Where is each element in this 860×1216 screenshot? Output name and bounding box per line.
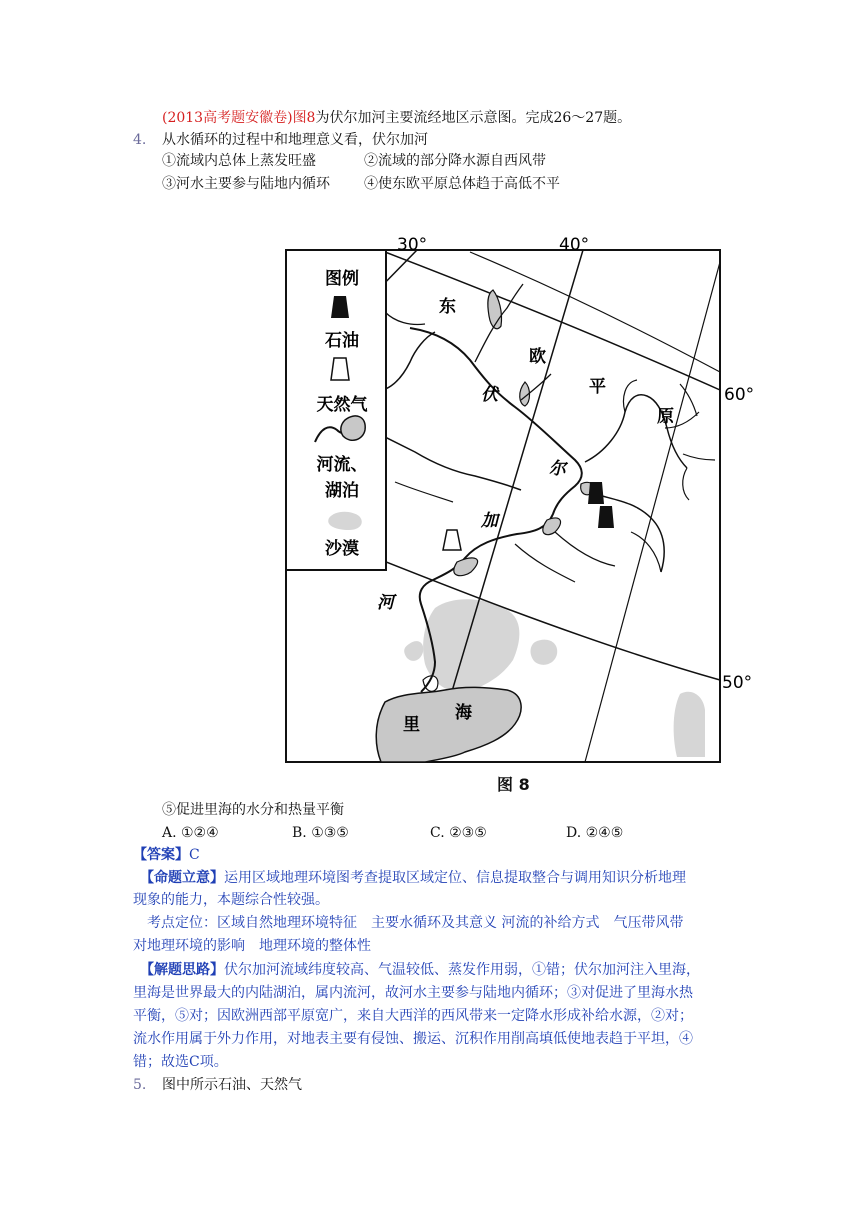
analysis-line-1 <box>140 960 700 980</box>
legend-desert-label: 沙漠 <box>325 539 359 559</box>
intent-label: 【命题立意】 <box>140 870 224 886</box>
label-li: 里 <box>403 715 420 735</box>
oil-symbol-1 <box>588 482 604 504</box>
choice-d: D. ②④⑤ <box>566 825 624 841</box>
label-yuan: 原 <box>657 407 674 427</box>
volga-map <box>285 232 755 764</box>
answer-value: C <box>189 847 200 863</box>
analysis-text-1: 伏尔加河流域纬度较高、气温较低、蒸发作用弱，①错；伏尔加河注入里海， <box>224 962 700 978</box>
label-ping: 平 <box>589 377 606 397</box>
legend-river-label-1: 河流、 <box>316 455 368 475</box>
option-1: ①流域内总体上蒸发旺盛 <box>162 153 316 169</box>
intent-text-1: 运用区域地理环境图考查提取区域定位、信息提取整合与调用知识分析地理 <box>224 870 686 886</box>
answer-label: 【答案】 <box>133 847 189 863</box>
oil-symbol-2 <box>598 506 614 528</box>
legend-river-label-2: 湖泊 <box>325 481 359 501</box>
points-line-1: 考点定位：区域自然地理环境特征 主要水循环及其意义 河流的补给方式 气压带风带 <box>147 915 684 931</box>
option-2: ②流域的部分降水源自西风带 <box>364 153 546 169</box>
question-5-number: 5. <box>133 1077 147 1093</box>
answer-line <box>133 845 200 865</box>
label-fu: 伏 <box>481 385 498 405</box>
legend-gas-icon <box>331 358 349 380</box>
label-dong: 东 <box>439 297 456 317</box>
intent-line-1 <box>140 868 686 888</box>
question-5-stem: 图中所示石油、天然气 <box>162 1077 302 1093</box>
figure-caption: 图 8 <box>497 775 530 794</box>
legend-oil-label: 石油 <box>325 331 359 351</box>
intro-line <box>162 108 631 128</box>
label-lon-40: 40° <box>559 235 590 255</box>
label-lon-30: 30° <box>397 235 428 255</box>
gas-symbol-map <box>443 530 461 550</box>
analysis-text-4: 流水作用属于外力作用，对地表主要有侵蚀、搬运、沉积作用削高填低使地表趋于平坦，④ <box>133 1031 693 1047</box>
choice-a: A. ①②④ <box>162 825 219 841</box>
label-lat-60: 60° <box>724 385 755 405</box>
legend-oil-icon <box>331 296 349 318</box>
label-ou: 欧 <box>529 347 546 367</box>
analysis-text-3: 平衡，⑤对；因欧洲西部平原宽广，来自大西洋的西风带来一定降水形成补给水源，②对； <box>133 1008 693 1024</box>
choice-b: B. ①③⑤ <box>292 825 349 841</box>
analysis-text-5: 错；故选C项。 <box>133 1054 228 1070</box>
analysis-label: 【解题思路】 <box>140 962 224 978</box>
option-5: ⑤促进里海的水分和热量平衡 <box>162 802 344 818</box>
label-er: 尔 <box>549 459 566 479</box>
desert-area-3 <box>674 692 705 757</box>
legend-title: 图例 <box>325 269 359 289</box>
question-4-stem: 从水循环的过程中和地理意义看，伏尔加河 <box>162 132 428 148</box>
question-4-number: 4. <box>133 132 147 148</box>
figure-reference: 图8 <box>292 110 316 126</box>
map-svg <box>285 232 755 764</box>
label-lat-50: 50° <box>722 673 753 693</box>
option-3: ③河水主要参与陆地内循环 <box>162 176 330 192</box>
legend-gas-label: 天然气 <box>316 395 368 415</box>
legend-lake-icon <box>341 416 365 440</box>
choice-c: C. ②③⑤ <box>430 825 487 841</box>
points-line-2: 对地理环境的影响 地理环境的整体性 <box>133 938 371 954</box>
label-hai: 海 <box>455 703 472 723</box>
label-jia: 加 <box>481 511 498 531</box>
intro-text: 为伏尔加河主要流经地区示意图。完成26～27题。 <box>315 110 632 126</box>
analysis-text-2: 里海是世界最大的内陆湖泊，属内流河，故河水主要参与陆地内循环；③对促进了里海水热 <box>133 985 693 1001</box>
option-4: ④使东欧平原总体趋于高低不平 <box>364 176 560 192</box>
label-he: 河 <box>377 593 394 613</box>
intent-text-2: 现象的能力，本题综合性较强。 <box>133 892 329 908</box>
question-source: (2013高考题安徽卷) <box>162 110 293 126</box>
